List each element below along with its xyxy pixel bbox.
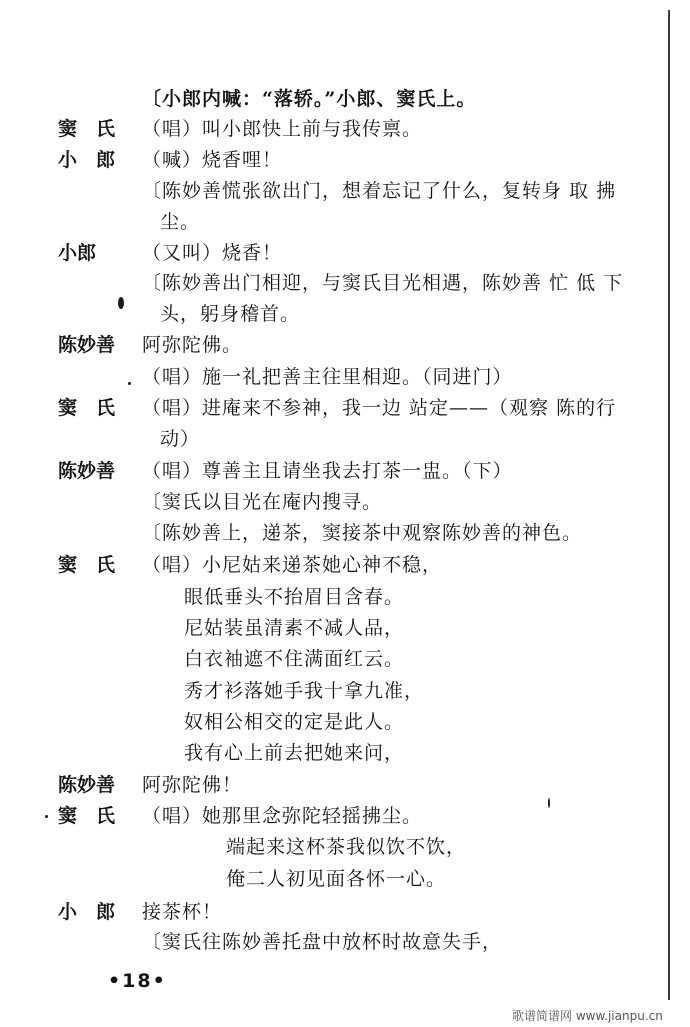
speaker-name: 小 郎	[58, 149, 116, 171]
speaker-name: 窦 氏	[58, 805, 116, 827]
stage-direction: 〔小郎内喊：“落轿。”小郎、窦氏上。	[142, 88, 477, 110]
dialogue-line: （喊）烧香哩！	[142, 149, 283, 171]
dialogue-line: 接茶杯！	[142, 901, 223, 923]
dialogue-line: （唱）小尼姑来递茶她心神不稳，	[142, 554, 443, 576]
speaker-name: 陈妙善	[58, 460, 116, 482]
stage-direction: 尘。	[160, 211, 201, 233]
speaker-name: 小郎	[58, 242, 97, 264]
ink-speck	[548, 798, 550, 808]
watermark: 歌谱简谱网 www.jianpu.cn	[512, 1009, 663, 1023]
stage-direction: 〔陈妙善慌张欲出门，想着忘记了什么，复转身 取 拂	[142, 180, 617, 202]
speaker-name: 窦 氏	[58, 397, 116, 419]
verse-line: 我有心上前去把她来问，	[184, 742, 405, 764]
ink-speck	[128, 382, 131, 385]
dialogue-line: 阿弥陀佛！	[142, 774, 243, 796]
verse-line: 尼姑装虽清素不减人品，	[184, 617, 405, 639]
dialogue-line: （唱）尊善主且请坐我去打茶一盅。（下）	[142, 460, 513, 482]
dialogue-line: （唱）叫小郎快上前与我传禀。	[142, 118, 423, 140]
dialogue-line: （唱）她那里念弥陀轻摇拂尘。	[142, 805, 423, 827]
ink-speck	[45, 815, 48, 818]
verse-line: 俺二人初见面各怀一心。	[226, 868, 447, 890]
page-number: •18•	[108, 970, 167, 992]
verse-line: 端起来这杯茶我似饮不饮，	[226, 836, 467, 858]
speaker-name: 陈妙善	[58, 334, 116, 356]
stage-direction: 〔陈妙善上，递茶，窦接茶中观察陈妙善的神色。	[142, 522, 583, 544]
dialogue-line: 动）	[160, 428, 201, 450]
dialogue-line: 阿弥陀佛。	[142, 334, 243, 356]
dialogue-line: （又叫）烧香！	[142, 242, 283, 264]
speaker-name: 窦 氏	[58, 554, 116, 576]
stage-direction: 头，躬身稽首。	[160, 303, 301, 325]
stage-direction: 〔窦氏以目光在庵内搜寻。	[142, 491, 383, 513]
verse-line: 秀才衫落她手我十拿九准，	[184, 680, 425, 702]
speaker-name: 小 郎	[58, 901, 116, 923]
stage-direction: 〔窦氏往陈妙善托盘中放杯时故意失手，	[142, 931, 503, 953]
speaker-name: 陈妙善	[58, 774, 116, 796]
verse-line: 奴相公相交的定是此人。	[184, 711, 405, 733]
page-edge-line	[668, 10, 670, 1000]
verse-line: 白衣袖遮不住满面红云。	[184, 648, 405, 670]
speaker-name: 窦 氏	[58, 118, 116, 140]
dialogue-line: （唱）进庵来不参神，我一边 站定——（观察 陈的行	[142, 397, 617, 419]
ink-speck	[118, 297, 124, 309]
verse-line: 眼低垂头不抬眉目含春。	[184, 586, 405, 608]
stage-direction: 〔陈妙善出门相迎，与窦氏目光相遇，陈妙善 忙 低 下	[142, 272, 624, 294]
dialogue-line: （唱）施一礼把善主往里相迎。（同进门）	[142, 366, 513, 388]
